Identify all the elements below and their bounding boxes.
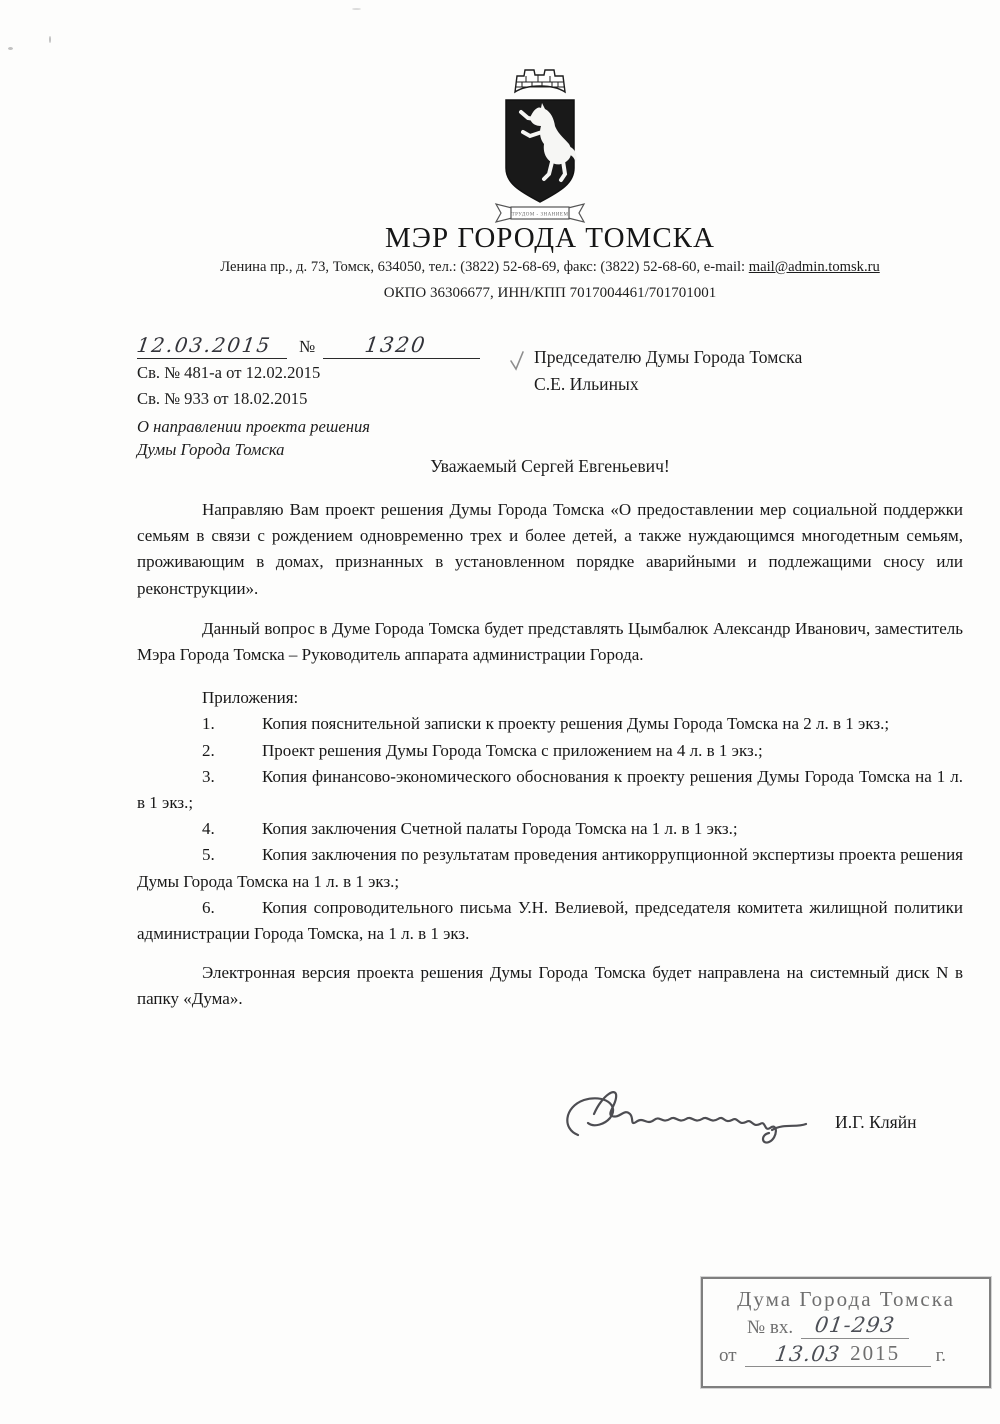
paragraph-1: Направляю Вам проект решения Думы Города Томска «О предоставлении мер социальной поддержки семьям в связи с рождением одновременно трех и более детей, а также нуждающимся многодетным семьям, проживающим в домах, признанных в установленном порядке аварийными и подлежащими сносу или реконструкции». [137,500,963,598]
stamp-incoming-row [747,1313,989,1339]
attachment-item [137,895,963,947]
stamp-year-suffix: г. [935,1345,946,1366]
salutation: Уважаемый Сергей Евгеньевич! [430,456,670,476]
attachment-number: 2. [202,740,215,760]
reference-line-1: Св. № 481-а от 12.02.2015 [137,363,321,382]
reference-block [137,331,480,461]
number-sign: № [299,337,316,356]
recipient-lines [534,344,802,398]
stamp-organization: Дума Города Томска [737,1287,955,1311]
signature-icon [558,1083,823,1165]
outgoing-number-field [323,333,480,359]
stamp-date-field [745,1341,931,1367]
stamp-year: 2015 [850,1341,901,1365]
subject-line-1: О направлении проекта решения [137,417,370,436]
paragraph-2: Данный вопрос в Думе Города Томска будет представлять Цымбалюк Александр Иванович, заместитель Мэра Города Томска – Руководитель аппарата администрации Города. [137,618,963,665]
tomsk-coat-of-arms [478,62,602,224]
attachment-number: 5. [202,845,215,865]
subject-line-2: Думы Города Томска [137,440,285,459]
motto-ribbon [496,204,584,222]
stamp-date-row [719,1341,989,1367]
address-line [87,259,1000,276]
stamp-incoming-number-field [801,1313,909,1339]
attachment-number: 4. [202,819,215,839]
attachment-text: Копия финансово-экономического обоснования к проекту решения Думы Города Томска на 1 л. в 1 экз.; [137,766,963,813]
letter-body [137,497,963,1013]
outgoing-date-handwritten: 12.03.2015 [135,333,274,357]
attachment-number: 3. [202,766,215,786]
attachment-item [137,764,963,816]
scan-speck [352,8,361,10]
stamp-date-handwritten: 13.03 [773,1342,842,1366]
outgoing-date-row [137,331,480,359]
signer-name: И.Г. Кляйн [835,1112,917,1132]
attachments-title: Приложения: [202,688,299,708]
recipient-name: С.Е. Ильиных [534,374,639,394]
attachment-text: Копия заключения по результатам проведения антикоррупционной экспертизы проекта решения Думы Города Томска на 1 л. в 1 экз.; [137,845,963,891]
outgoing-number-handwritten: 1320 [363,333,429,357]
scan-speck [8,47,13,50]
stamp-incoming-label: № вх. [747,1317,794,1338]
attachment-item [137,816,963,842]
attachment-text: Копия заключения Счетной палаты Города Томска на 1 л. в 1 экз.; [262,819,738,839]
address-text: Ленина пр., д. 73, Томск, 634050, тел.: (3822) 52-68-69, факс: (3822) 52-68-60, e-mail: [220,259,749,275]
registration-line: ОКПО 36306677, ИНН/КПП 7017004461/701701001 [383,285,717,301]
incoming-registration-stamp [701,1277,991,1388]
closing-paragraph: Электронная версия проекта решения Думы Города Томска будет направлена на системный диск N в папку «Дума». [137,963,963,1009]
attachment-item [137,711,963,737]
mural-crown-icon [515,70,565,92]
recipient-block [508,344,802,398]
reference-line-2: Св. № 933 от 18.02.2015 [137,389,308,408]
attachment-number: 1. [202,714,215,734]
email-text: mail@admin.tomsk.ru [748,259,880,275]
attachment-item [137,738,963,764]
attachment-text: Копия сопроводительного письма У.Н. Велиевой, председателя комитета жилищной политики администрации Города Томска, на 1 л. в 1 экз. [137,897,963,944]
outgoing-date-field [137,333,287,359]
scan-speck [49,36,51,43]
organization-name: МЭР ГОРОДА ТОМСКА [385,222,715,254]
ribbon-motto-text: ТРУДОМ - ЗНАНИЕМ [511,212,569,218]
attachment-item [137,842,963,894]
stamp-incoming-number-handwritten: 01-293 [813,1313,897,1337]
checkmark-icon [508,348,526,372]
attachment-text: Копия пояснительной записки к проекту решения Думы Города Томска на 2 л. в 1 экз.; [262,714,890,734]
attachment-text: Проект решения Думы Города Томска с приложением на 4 л. в 1 экз.; [262,740,763,760]
stamp-date-label: от [719,1345,737,1366]
recipient-title: Председателю Думы Города Томска [534,347,803,367]
attachment-number: 6. [202,897,215,917]
